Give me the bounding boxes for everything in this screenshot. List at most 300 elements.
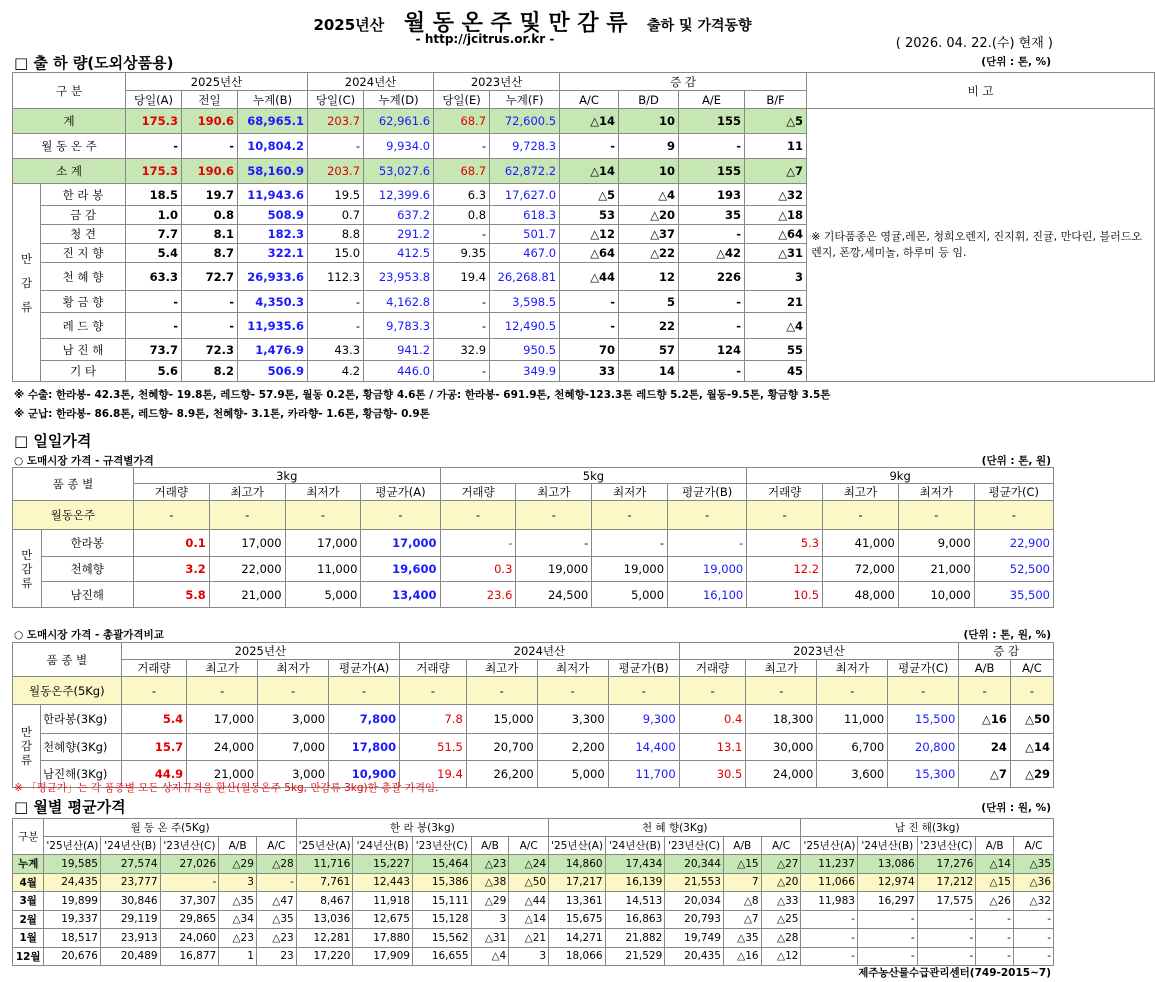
data-cell: 16,863 [605, 910, 665, 929]
col-subheader: 최고가 [516, 484, 592, 501]
col-subheader: 당일(A) [126, 91, 182, 109]
data-cell: 72.7 [182, 263, 238, 291]
data-cell: 13,400 [361, 582, 440, 608]
col-subheader: 최고가 [209, 484, 285, 501]
data-cell: 182.3 [238, 225, 308, 244]
data-cell: 20,676 [44, 947, 101, 966]
data-cell: 26,200 [466, 761, 537, 788]
data-cell: △4 [745, 313, 807, 339]
data-cell: 72,000 [823, 557, 899, 582]
data-cell: 15,128 [412, 910, 471, 929]
data-cell: 26,933.6 [238, 263, 308, 291]
data-cell: 12,490.5 [490, 313, 560, 339]
page-title: 2025년산 월 동 온 주 및 만 감 류 출하 및 가격동향 [313, 11, 752, 36]
data-cell: - [1013, 929, 1053, 948]
data-cell: 17,434 [605, 855, 665, 874]
data-cell: 203.7 [308, 109, 364, 134]
col-subheader: 최저가 [258, 660, 329, 677]
data-cell: 155 [679, 109, 745, 134]
data-cell: 5,000 [537, 761, 608, 788]
data-cell: 8,467 [296, 892, 353, 911]
data-cell: 0.4 [679, 705, 746, 734]
col-subheader: 전일 [182, 91, 238, 109]
data-cell: 18,517 [44, 929, 101, 948]
col-subheader: 평균가(A) [361, 484, 440, 501]
data-cell: 17,276 [917, 855, 976, 874]
data-cell: 637.2 [364, 206, 434, 225]
data-cell: 9 [619, 134, 679, 159]
data-cell: - [976, 929, 1014, 948]
col-subheader: '23년산(C) [160, 837, 219, 855]
data-cell: △16 [723, 947, 761, 966]
data-cell: 21,882 [605, 929, 665, 948]
data-cell: 3,300 [537, 705, 608, 734]
data-cell: 21,000 [187, 761, 258, 788]
data-cell: 16,139 [605, 873, 665, 892]
data-cell: △12 [560, 225, 619, 244]
col-subheader: '25년산(A) [44, 837, 101, 855]
data-cell: △64 [560, 244, 619, 263]
data-cell: △23 [219, 929, 257, 948]
data-cell: △33 [761, 892, 801, 911]
data-cell: 5 [619, 291, 679, 313]
col-header-group: 3kg [133, 468, 440, 484]
data-cell: 190.6 [182, 159, 238, 184]
side-label-mangam: 만 감 류 [13, 530, 42, 608]
data-cell: △47 [256, 892, 296, 911]
data-cell: 15,227 [353, 855, 413, 874]
data-cell: 5.3 [747, 530, 823, 557]
data-cell: 0.7 [308, 206, 364, 225]
data-cell: 11,935.6 [238, 313, 308, 339]
data-cell: - [668, 530, 747, 557]
data-cell: 19,000 [592, 557, 668, 582]
col-header-note: 비 고 [807, 73, 1155, 109]
data-cell: 21,000 [209, 582, 285, 608]
data-cell: - [560, 313, 619, 339]
data-cell: 14,271 [549, 929, 606, 948]
data-cell: 17,000 [187, 705, 258, 734]
data-cell: - [817, 677, 888, 705]
col-subheader: 누계(B) [238, 91, 308, 109]
data-cell: 62,872.2 [490, 159, 560, 184]
data-cell: - [126, 134, 182, 159]
col-subheader: B/F [745, 91, 807, 109]
row-label: 남 진 해 [41, 339, 126, 361]
data-cell: - [440, 501, 516, 530]
col-subheader: 거래량 [440, 484, 516, 501]
data-cell: 15,500 [888, 705, 959, 734]
data-cell: - [560, 291, 619, 313]
col-subheader: 누계(D) [364, 91, 434, 109]
data-cell: 18,066 [549, 947, 606, 966]
data-cell: 19.5 [308, 184, 364, 206]
data-cell: △32 [1013, 892, 1053, 911]
data-cell: - [857, 929, 917, 948]
data-cell: - [976, 910, 1014, 929]
data-cell: - [1013, 947, 1053, 966]
row-label: 4월 [13, 873, 44, 892]
data-cell: - [679, 361, 745, 382]
data-cell: - [668, 501, 747, 530]
data-cell: 349.9 [490, 361, 560, 382]
col-header-group: 2025년산 [121, 643, 400, 660]
data-cell: 6.3 [434, 184, 490, 206]
data-cell: 15,000 [466, 705, 537, 734]
data-cell: - [679, 313, 745, 339]
data-cell: 14 [619, 361, 679, 382]
data-cell: 7.8 [400, 705, 467, 734]
data-cell: - [440, 530, 516, 557]
row-label: 황 금 향 [41, 291, 126, 313]
col-subheader: 최저가 [817, 660, 888, 677]
col-subheader: 누계(F) [490, 91, 560, 109]
data-cell: 55 [745, 339, 807, 361]
data-cell: △29 [219, 855, 257, 874]
data-cell: 30,000 [746, 734, 817, 761]
data-cell: 12.2 [747, 557, 823, 582]
data-cell: 12,974 [857, 873, 917, 892]
data-cell: 24 [959, 734, 1011, 761]
data-cell: 14,860 [549, 855, 606, 874]
col-subheader: 최고가 [466, 660, 537, 677]
data-cell: 12 [619, 263, 679, 291]
data-cell: △15 [976, 873, 1014, 892]
data-cell: 124 [679, 339, 745, 361]
table-row [13, 468, 1054, 484]
col-header-variety: 품 종 별 [13, 468, 134, 501]
data-cell: △38 [471, 873, 509, 892]
col-subheader: 최저가 [898, 484, 974, 501]
table-row [13, 734, 1054, 761]
data-cell: - [434, 361, 490, 382]
data-cell: - [434, 225, 490, 244]
data-cell: - [126, 313, 182, 339]
data-cell: △35 [723, 929, 761, 948]
data-cell: 14,400 [608, 734, 679, 761]
table-row [13, 643, 1054, 660]
data-cell: 72.3 [182, 339, 238, 361]
data-cell: 193 [679, 184, 745, 206]
col-subheader: 거래량 [400, 660, 467, 677]
data-cell: 15,464 [412, 855, 471, 874]
data-cell: - [361, 501, 440, 530]
data-cell: - [857, 947, 917, 966]
data-cell: - [917, 910, 976, 929]
data-cell: △24 [509, 855, 549, 874]
data-cell: - [857, 910, 917, 929]
col-subheader: '24년산(B) [605, 837, 665, 855]
col-header-2024: 2024년산 [308, 73, 434, 91]
row-label: 남진해 [41, 582, 133, 608]
data-cell: 15,300 [888, 761, 959, 788]
data-cell: 9.35 [434, 244, 490, 263]
data-cell: 112.3 [308, 263, 364, 291]
data-cell: 68.7 [434, 109, 490, 134]
col-header-change: 증 감 [560, 73, 807, 91]
data-cell: 19.4 [434, 263, 490, 291]
data-cell: - [801, 929, 858, 948]
data-cell: 19,000 [516, 557, 592, 582]
table-row [13, 501, 1054, 530]
data-cell: 0.1 [133, 530, 209, 557]
data-cell: 15,562 [412, 929, 471, 948]
data-cell: △26 [976, 892, 1014, 911]
col-subheader: 당일(C) [308, 91, 364, 109]
data-cell: - [679, 677, 746, 705]
data-cell: △4 [619, 184, 679, 206]
col-subheader: 최저가 [592, 484, 668, 501]
data-cell: 68.7 [434, 159, 490, 184]
row-label: 기 타 [41, 361, 126, 382]
data-cell: 23 [256, 947, 296, 966]
data-cell: 19,585 [44, 855, 101, 874]
data-cell: △32 [745, 184, 807, 206]
data-cell: 13.1 [679, 734, 746, 761]
data-cell: △64 [745, 225, 807, 244]
data-cell: 62,961.6 [364, 109, 434, 134]
data-cell: - [592, 501, 668, 530]
row-label: 천혜향 [41, 557, 133, 582]
data-cell: 175.3 [126, 109, 182, 134]
data-cell: △14 [560, 159, 619, 184]
data-cell: 27,574 [100, 855, 160, 874]
data-cell: 9,300 [608, 705, 679, 734]
row-label: 레 드 향 [41, 313, 126, 339]
col-subheader: '23년산(C) [665, 837, 724, 855]
data-cell: 19,000 [668, 557, 747, 582]
data-cell: △12 [761, 947, 801, 966]
data-cell: 58,160.9 [238, 159, 308, 184]
data-cell: - [976, 947, 1014, 966]
col-header-group: 2024년산 [400, 643, 680, 660]
data-cell: △15 [723, 855, 761, 874]
data-cell: 10 [619, 109, 679, 134]
data-cell: △37 [619, 225, 679, 244]
data-cell: 73.7 [126, 339, 182, 361]
data-cell: 11,700 [608, 761, 679, 788]
data-cell: - [285, 501, 361, 530]
data-cell: 446.0 [364, 361, 434, 382]
note-cell: ※ 기타품종은 영귤,레몬, 청희오렌지, 진지휘, 진귤, 만다린, 블러드오렌지, 폰깡,세미놀, 하루미 등 임. [807, 109, 1155, 382]
data-cell: 21,529 [605, 947, 665, 966]
col-subheader: 거래량 [121, 660, 187, 677]
data-cell: 10,000 [898, 582, 974, 608]
data-cell: 15.7 [121, 734, 187, 761]
col-subheader: 거래량 [747, 484, 823, 501]
data-cell: - [537, 677, 608, 705]
data-cell: △35 [256, 910, 296, 929]
data-cell: 15,386 [412, 873, 471, 892]
data-cell: 19,337 [44, 910, 101, 929]
data-cell: 17,212 [917, 873, 976, 892]
data-cell: 7,761 [296, 873, 353, 892]
data-cell: - [209, 501, 285, 530]
data-cell: 11,066 [801, 873, 858, 892]
data-cell: 23.6 [440, 582, 516, 608]
col-subheader: 최고가 [746, 660, 817, 677]
data-cell: 0.3 [440, 557, 516, 582]
data-cell: 29,119 [100, 910, 160, 929]
data-cell: - [182, 291, 238, 313]
data-cell: 3,000 [258, 761, 329, 788]
col-subheader: A/C [509, 837, 549, 855]
data-cell: 1.0 [126, 206, 182, 225]
col-subheader: 거래량 [133, 484, 209, 501]
data-cell: 24,000 [187, 734, 258, 761]
row-label: 계 [13, 109, 126, 134]
data-cell: 51.5 [400, 734, 467, 761]
data-cell: 0.8 [182, 206, 238, 225]
data-cell: 3,600 [817, 761, 888, 788]
col-subheader: '23년산(C) [917, 837, 976, 855]
table-row [13, 819, 1054, 837]
col-subheader: A/C [1010, 660, 1053, 677]
col-subheader: 평균가(C) [888, 660, 959, 677]
data-cell: 11,983 [801, 892, 858, 911]
data-cell: 23,913 [100, 929, 160, 948]
data-cell: △7 [723, 910, 761, 929]
data-cell: 10.5 [747, 582, 823, 608]
col-header-group: 월 동 온 주(5Kg) [44, 819, 296, 837]
table-row [13, 557, 1054, 582]
data-cell: 618.3 [490, 206, 560, 225]
table-row [13, 530, 1054, 557]
data-cell: - [959, 677, 1011, 705]
data-cell: - [679, 291, 745, 313]
data-cell: 20,034 [665, 892, 724, 911]
data-cell: 15,675 [549, 910, 606, 929]
data-cell: 13,036 [296, 910, 353, 929]
row-label: 한라봉(3Kg) [40, 705, 121, 734]
data-cell: 11,000 [285, 557, 361, 582]
data-cell: 4,350.3 [238, 291, 308, 313]
data-cell: △28 [761, 929, 801, 948]
col-subheader: 당일(E) [434, 91, 490, 109]
data-cell: 16,655 [412, 947, 471, 966]
col-subheader: 평균가(A) [329, 660, 400, 677]
table-row [13, 109, 1155, 134]
data-cell: △5 [560, 184, 619, 206]
row-label: 금 감 [41, 206, 126, 225]
daily-unit2: (단위 : 톤, 원, %) [963, 629, 1051, 641]
data-cell: 21,000 [898, 557, 974, 582]
data-cell: - [121, 677, 187, 705]
data-cell: 5.4 [126, 244, 182, 263]
data-cell: 8.2 [182, 361, 238, 382]
data-cell: - [917, 947, 976, 966]
data-cell: 190.6 [182, 109, 238, 134]
table-row [13, 660, 1054, 677]
data-cell: △14 [560, 109, 619, 134]
col-subheader: A/B [959, 660, 1011, 677]
data-cell: 11,918 [353, 892, 413, 911]
data-cell: 155 [679, 159, 745, 184]
table-row [13, 837, 1054, 855]
table-row [13, 73, 1155, 91]
data-cell: 57 [619, 339, 679, 361]
data-cell: - [592, 530, 668, 557]
data-cell: △31 [745, 244, 807, 263]
table-row [13, 929, 1054, 948]
col-subheader: 평균가(B) [608, 660, 679, 677]
data-cell: 30,846 [100, 892, 160, 911]
data-cell: 24,000 [746, 761, 817, 788]
data-cell: 72,600.5 [490, 109, 560, 134]
data-cell: 16,100 [668, 582, 747, 608]
data-cell: - [898, 501, 974, 530]
col-subheader: '25년산(A) [296, 837, 353, 855]
data-cell: 9,000 [898, 530, 974, 557]
data-cell: 16,297 [857, 892, 917, 911]
data-cell: 37,307 [160, 892, 219, 911]
col-subheader: 최저가 [537, 660, 608, 677]
data-cell: 15.0 [308, 244, 364, 263]
data-cell: 22 [619, 313, 679, 339]
row-label: 월동온주(5Kg) [13, 677, 122, 705]
row-label: 천 혜 향 [41, 263, 126, 291]
data-cell: △20 [761, 873, 801, 892]
row-label: 3월 [13, 892, 44, 911]
data-cell: - [746, 677, 817, 705]
data-cell: - [466, 677, 537, 705]
data-cell: 17,000 [361, 530, 440, 557]
data-cell: 203.7 [308, 159, 364, 184]
data-cell: △14 [1010, 734, 1053, 761]
row-label: 소 계 [13, 159, 126, 184]
data-cell: 1 [219, 947, 257, 966]
data-cell: - [308, 291, 364, 313]
data-cell: 11,716 [296, 855, 353, 874]
data-cell: 21 [745, 291, 807, 313]
col-header-2025: 2025년산 [126, 73, 308, 91]
data-cell: 17,800 [329, 734, 400, 761]
col-header-group: 증 감 [959, 643, 1054, 660]
data-cell: 501.7 [490, 225, 560, 244]
table-row [13, 873, 1054, 892]
row-label: 한 라 봉 [41, 184, 126, 206]
data-cell: 17,627.0 [490, 184, 560, 206]
row-label: 진 지 향 [41, 244, 126, 263]
data-cell: 9,728.3 [490, 134, 560, 159]
data-cell: 5.8 [133, 582, 209, 608]
report-date: ( 2026. 04. 22.(수) 현재 ) [895, 36, 1053, 51]
data-cell: 45 [745, 361, 807, 382]
data-cell: △16 [959, 705, 1011, 734]
data-cell: - [1013, 910, 1053, 929]
col-subheader: '25년산(A) [801, 837, 858, 855]
data-cell: 11 [745, 134, 807, 159]
table-row [13, 705, 1054, 734]
table-row [13, 947, 1054, 966]
col-subheader: '25년산(A) [549, 837, 606, 855]
footer-org: 제주농산물수급관리센터(749-2015~7) [858, 967, 1051, 979]
col-subheader: '24년산(B) [857, 837, 917, 855]
data-cell: 7.7 [126, 225, 182, 244]
data-cell: 17,909 [353, 947, 413, 966]
data-cell: 68,965.1 [238, 109, 308, 134]
data-cell: - [187, 677, 258, 705]
row-label: 청 견 [41, 225, 126, 244]
monthly-unit: (단위 : 원, %) [981, 802, 1051, 814]
data-cell: - [679, 225, 745, 244]
data-cell: △7 [745, 159, 807, 184]
data-cell: 30.5 [679, 761, 746, 788]
data-cell: 12,443 [353, 873, 413, 892]
data-cell: 12,399.6 [364, 184, 434, 206]
data-cell: △4 [471, 947, 509, 966]
daily-spec-table [12, 467, 1054, 608]
